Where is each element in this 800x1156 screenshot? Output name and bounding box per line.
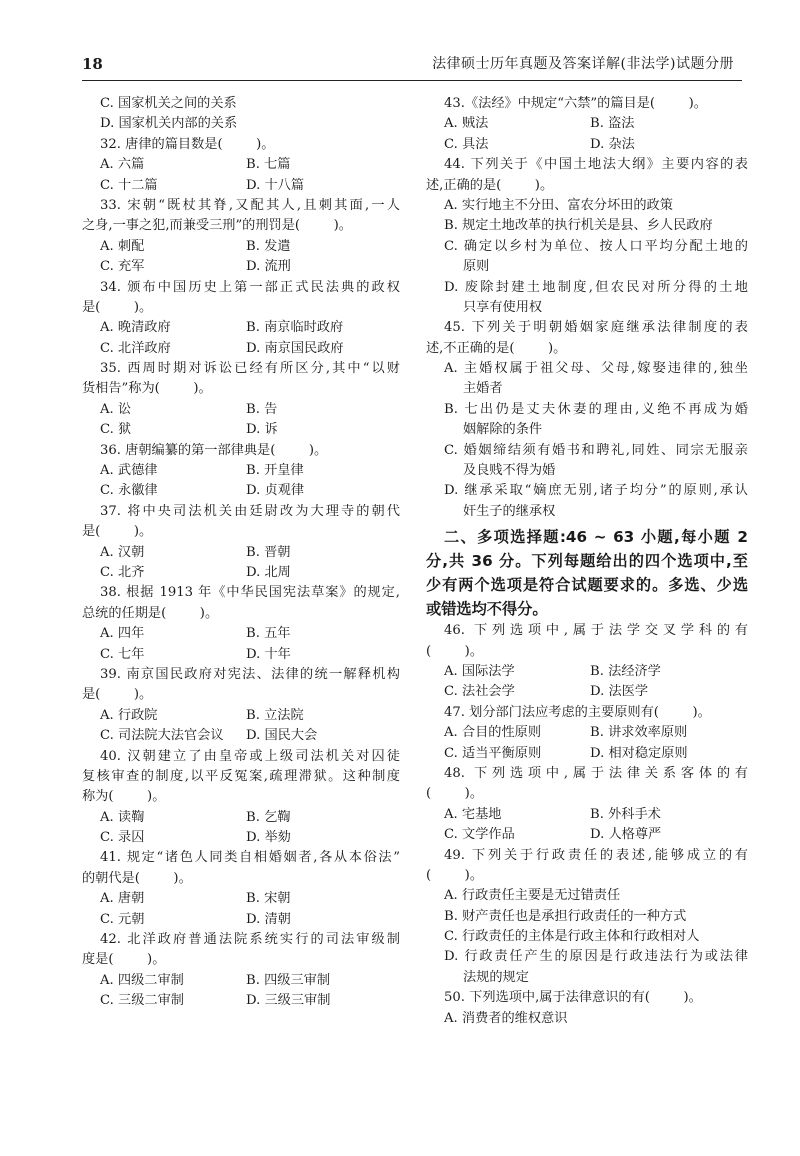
option-q49-c: C. 行政责任的主体是行政主体和行政相对人 [444, 929, 700, 945]
option-q36-a: A. 武德律 [100, 463, 158, 479]
option-q32-c: C. 十二篇 [100, 177, 158, 193]
options-row [82, 155, 400, 175]
option-q39-d: D. 国民大会 [246, 728, 318, 744]
question-stem-line: 的朝代是( )。 [82, 870, 192, 886]
options-row [82, 461, 400, 481]
section-heading-multiple-choice [426, 525, 748, 621]
section-heading-line: 分,共 36 分。下列每题给出的四个选项中,至 [426, 552, 748, 571]
options-row [82, 624, 400, 644]
options-row [82, 543, 400, 563]
question-stem-line: 50. 下列选项中,属于法律意识的有( )。 [444, 990, 702, 1006]
question-q42 [82, 930, 400, 1012]
option-q32-d: D. 十八篇 [246, 177, 305, 193]
option-q35-a: A. 讼 [100, 401, 132, 417]
option-q36-b: B. 开皇律 [246, 463, 304, 479]
option-q43-a: A. 贼法 [444, 116, 489, 132]
options-row [82, 910, 400, 930]
page-header [82, 50, 742, 81]
question-stem-line: 47. 划分部门法应考虑的主要原则有( )。 [444, 704, 711, 720]
question-q47 [426, 703, 748, 764]
right-column [426, 94, 748, 1029]
question-stem-line: 36. 唐朝编纂的第一部律典是( )。 [100, 442, 328, 458]
options-row [82, 176, 400, 196]
question-stem-line: 货相告”称为( )。 [82, 381, 212, 397]
option-q46-b: B. 法经济学 [590, 663, 661, 679]
option-q39-c: C. 司法院大法官会议 [100, 728, 224, 744]
option-q45-a: A. 主婚权属于祖父母、父母,嫁娶违律的,独坐 [444, 361, 748, 377]
option-q40-d: D. 举劾 [246, 830, 291, 846]
options-row [82, 971, 400, 991]
option-q40-c: C. 录囚 [100, 830, 145, 846]
option-q45-d: 奸生子的继承权 [463, 503, 556, 519]
option-q48-b: B. 外科手术 [590, 806, 661, 822]
option-q45-b: B. 七出仍是丈夫休妻的理由,义绝不再成为婚 [444, 401, 748, 417]
question-stem-line: 述,正确的是( )。 [426, 177, 554, 193]
question-q32 [82, 135, 400, 196]
option-q34-a: A. 晚清政府 [100, 320, 171, 336]
section-heading-line: 或错选均不得分。 [426, 600, 548, 619]
question-stem-line: 34. 颁布中国历史上第一部正式民法典的政权 [100, 279, 400, 295]
question-stem-line: 46. 下列选项中,属于法学交叉学科的有 [444, 623, 748, 639]
question-q37 [82, 502, 400, 584]
question-q45 [426, 318, 748, 522]
option-q44-d: 只享有使用权 [463, 299, 543, 315]
question-stem-line: ( )。 [426, 786, 484, 802]
option-q44-b: B. 规定土地改革的执行机关是县、乡人民政府 [444, 218, 713, 234]
option-q45-c: C. 婚姻缔结须有婚书和聘礼,同姓、同宗无服亲 [444, 442, 748, 458]
question-stem-line: 是( )。 [82, 687, 153, 703]
question-q50 [426, 988, 748, 1029]
option-q32-b: B. 七篇 [246, 157, 291, 173]
options-row [426, 744, 748, 764]
options-row [82, 339, 400, 359]
option-q42-c: C. 三级二审制 [100, 993, 184, 1009]
option-q49-b: B. 财产责任也是承担行政责任的一种方式 [444, 908, 687, 924]
question-stem-line: 复核审查的制度,以平反冤案,疏理滞狱。这种制度 [82, 768, 400, 784]
question-stem-line: 33. 宋朝“既杖其脊,又配其人,且刺其面,一人 [100, 197, 400, 213]
question-stem-line: 38. 根据 1913 年《中华民国宪法草案》的规定, [100, 585, 400, 601]
question-q43 [426, 94, 748, 155]
option-q38-b: B. 五年 [246, 626, 291, 642]
option-q33-c: C. 充军 [100, 259, 145, 275]
question-stem-line: 39. 南京国民政府对宪法、法律的统一解释机构 [100, 666, 400, 682]
option-q33-a: A. 刺配 [100, 238, 145, 254]
options-row [82, 828, 400, 848]
question-stem-line: 45. 下列关于明朝婚姻家庭继承法律制度的表 [444, 320, 748, 336]
option-q49-d: 法规的规定 [463, 969, 529, 985]
page-number: 18 [82, 55, 103, 73]
options-row [82, 645, 400, 665]
question-stem-line: 40. 汉朝建立了由皇帝或上级司法机关对囚徒 [100, 748, 400, 764]
option-q48-a: A. 宅基地 [444, 806, 502, 822]
option-q47-a: A. 合目的性原则 [444, 725, 542, 741]
option-q41-b: B. 宋朝 [246, 891, 291, 907]
option-q46-a: A. 国际法学 [444, 663, 515, 679]
option-q47-b: B. 讲求效率原则 [590, 725, 688, 741]
option-q44-a: A. 实行地主不分田、富农分坏田的政策 [444, 197, 673, 213]
option-q46-d: D. 法医学 [590, 684, 649, 700]
question-q34 [82, 278, 400, 360]
question-stem-line: 37. 将中央司法机关由廷尉改为大理寺的朝代 [100, 503, 400, 519]
option-q46-c: C. 法社会学 [444, 684, 515, 700]
options-row [82, 706, 400, 726]
options-row [426, 805, 748, 825]
option-q43-c: C. 具法 [444, 136, 489, 152]
question-q33 [82, 196, 400, 278]
option-q36-c: C. 永徽律 [100, 483, 158, 499]
section-heading-line: 二、多项选择题:46 ~ 63 小题,每小题 2 [444, 528, 748, 547]
question-stem-line: 43.《法经》中规定“六禁”的篇目是( )。 [444, 96, 707, 111]
question-stem-line: 是( )。 [82, 524, 153, 540]
question-stem-line: 44. 下列关于《中国土地法大纲》主要内容的表 [444, 157, 748, 173]
option-q38-a: A. 四年 [100, 626, 145, 642]
option-q31-c: C. 国家机关之间的关系 [100, 96, 237, 111]
options-row [426, 662, 748, 682]
book-title: 法律硕士历年真题及答案详解(非法学)试题分册 [432, 56, 734, 72]
question-q36 [82, 441, 400, 502]
option-q37-c: C. 北齐 [100, 564, 145, 580]
question-q38 [82, 583, 400, 665]
question-q49 [426, 846, 748, 989]
question-q44 [426, 155, 748, 318]
option-q36-d: D. 贞观律 [246, 483, 305, 499]
question-q46 [426, 621, 748, 703]
option-q37-a: A. 汉朝 [100, 544, 145, 560]
question-q35 [82, 359, 400, 441]
option-q44-c: C. 确定以乡村为单位、按人口平均分配土地的 [444, 238, 748, 254]
options-row [82, 808, 400, 828]
option-q40-b: B. 乞鞫 [246, 809, 291, 825]
question-stem-line: 是( )。 [82, 299, 153, 315]
options-row [82, 889, 400, 909]
option-q45-b: 姻解除的条件 [463, 422, 543, 438]
left-column [82, 94, 400, 1012]
option-q42-a: A. 四级二审制 [100, 972, 184, 988]
question-stem-line: 述,不正确的是( )。 [426, 340, 567, 356]
options-row [82, 400, 400, 420]
question-stem-line: 42. 北洋政府普通法院系统实行的司法审级制 [100, 932, 400, 948]
option-q34-b: B. 南京临时政府 [246, 320, 344, 336]
option-q32-a: A. 六篇 [100, 157, 145, 173]
option-q49-a: A. 行政责任主要是无过错责任 [444, 888, 621, 904]
question-q39 [82, 665, 400, 747]
question-stem-line: 49. 下列关于行政责任的表述,能够成立的有 [444, 847, 748, 863]
option-q40-a: A. 读鞫 [100, 809, 145, 825]
option-q43-d: D. 杂法 [590, 136, 635, 152]
option-q44-c: 原则 [463, 259, 490, 275]
options-row [82, 991, 400, 1011]
option-q39-a: A. 行政院 [100, 707, 158, 723]
option-q47-c: C. 适当平衡原则 [444, 745, 542, 761]
option-q31-d: D. 国家机关内部的关系 [100, 116, 238, 132]
option-q39-b: B. 立法院 [246, 707, 304, 723]
options-row [82, 420, 400, 440]
options-row [426, 825, 748, 845]
option-q45-a: 主婚者 [463, 381, 503, 397]
question-stem-line: 之身,一事之犯,而兼受三刑”的刑罚是( )。 [82, 218, 352, 234]
option-q48-d: D. 人格尊严 [590, 827, 662, 843]
option-q35-d: D. 诉 [246, 422, 278, 438]
option-q37-d: D. 北周 [246, 564, 291, 580]
question-stem-line: ( )。 [426, 867, 484, 883]
option-q35-c: C. 狱 [100, 422, 132, 438]
options-row [426, 682, 748, 702]
question-stem-line: 35. 西周时期对诉讼已经有所区分,其中“以财 [100, 361, 400, 377]
option-q33-d: D. 流刑 [246, 259, 291, 275]
options-row [426, 723, 748, 743]
options-row [82, 318, 400, 338]
option-q43-b: B. 盗法 [590, 116, 635, 132]
question-stem-line: 称为( )。 [82, 789, 166, 805]
option-q47-d: D. 相对稳定原则 [590, 745, 688, 761]
option-q50-a: A. 消费者的维权意识 [444, 1010, 568, 1026]
question-stem-line: 总统的任期是( )。 [82, 605, 219, 621]
option-q42-b: B. 四级三审制 [246, 972, 331, 988]
option-q37-b: B. 晋朝 [246, 544, 291, 560]
question-q48 [426, 764, 748, 846]
option-q34-d: D. 南京国民政府 [246, 340, 344, 356]
question-stem-line: 48. 下列选项中,属于法律关系客体的有 [444, 765, 748, 781]
option-q41-d: D. 清朝 [246, 911, 291, 927]
option-q42-d: D. 三级三审制 [246, 993, 331, 1009]
option-q35-b: B. 告 [246, 401, 278, 417]
options-row [82, 237, 400, 257]
question-q41 [82, 848, 400, 930]
option-q49-d: D. 行政责任产生的原因是行政违法行为或法律 [444, 949, 748, 965]
section-heading-line: 少有两个选项是符合试题要求的。多选、少选 [426, 576, 748, 595]
question-stem-line: 41. 规定“诸色人同类自相婚姻者,各从本俗法” [100, 850, 400, 866]
options-row [82, 563, 400, 583]
option-q41-a: A. 唐朝 [100, 891, 145, 907]
option-q33-b: B. 发遣 [246, 238, 291, 254]
options-row [426, 114, 748, 134]
options-row [82, 726, 400, 746]
option-q48-c: C. 文学作品 [444, 827, 515, 843]
options-row [82, 481, 400, 501]
question-stem-line: ( )。 [426, 643, 484, 659]
option-q45-c: 及良贱不得为婚 [463, 463, 556, 479]
option-q41-c: C. 元朝 [100, 911, 145, 927]
option-q44-d: D. 废除封建土地制度,但农民对所分得的土地 [444, 279, 748, 295]
options-row [82, 257, 400, 277]
option-q38-d: D. 十年 [246, 646, 291, 662]
question-q40 [82, 747, 400, 849]
question-stem-line: 度是( )。 [82, 952, 166, 968]
question-stem-line: 32. 唐律的篇目数是( )。 [100, 136, 275, 152]
option-q45-d: D. 继承采取“嫡庶无别,诸子均分”的原则,承认 [444, 483, 748, 499]
options-row [426, 135, 748, 155]
option-q34-c: C. 北洋政府 [100, 340, 171, 356]
option-q38-c: C. 七年 [100, 646, 145, 662]
